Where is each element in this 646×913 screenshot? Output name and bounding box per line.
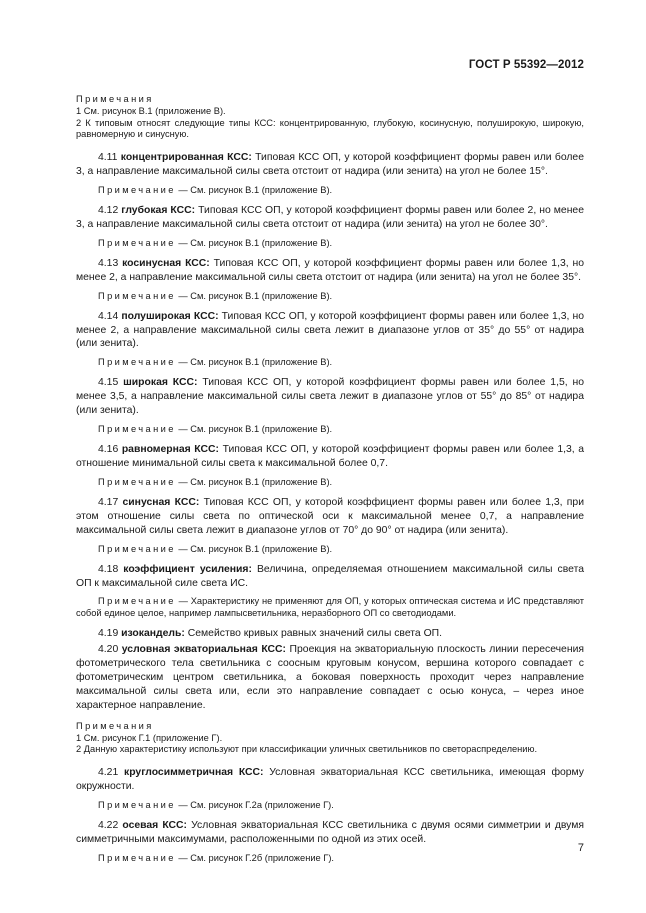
term-name: полуширокая КСС: bbox=[121, 310, 219, 322]
term-number: 4.18 bbox=[98, 563, 119, 575]
term-definition: Типовая КСС ОП, у которой коэффициент формы равен или более 3, а направление максимальной силы света отстоит от надира (или зенита) на угол не более 15°. bbox=[76, 152, 584, 178]
note-text: — См. рисунок В.1 (приложение В). bbox=[175, 424, 333, 435]
term-name: косинусная КСС: bbox=[122, 257, 210, 269]
term-number: 4.20 bbox=[98, 644, 119, 656]
note-label: Примечание bbox=[98, 237, 176, 248]
term-entry bbox=[76, 766, 584, 811]
term-entry bbox=[76, 151, 584, 196]
term-number: 4.11 bbox=[98, 152, 118, 164]
term-number: 4.22 bbox=[98, 820, 119, 832]
term-definition: Типовая КСС ОП, у которой коэффициент формы равен или более 1,3, а отношение минимальной силы света к максимальной более 0,7. bbox=[76, 444, 585, 469]
intro-notes bbox=[76, 94, 584, 141]
note-label: Примечание bbox=[98, 357, 176, 368]
term-definition: Типовая КСС ОП, у которой коэффициент формы равен или более 1,5, но менее 3,5, а направление максимальной силы света лежит в диапазоне углов от 55° до 85° от надира (или зенита). bbox=[76, 377, 585, 417]
term-name: синусная КСС: bbox=[122, 496, 200, 508]
term-number: 4.13 bbox=[98, 257, 119, 269]
note-text: — См. рисунок В.1 (приложение В). bbox=[175, 185, 333, 195]
term-name: круглосимметричная КСС: bbox=[124, 767, 264, 779]
term-entry bbox=[76, 496, 584, 555]
term-name: осевая КСС: bbox=[122, 820, 188, 832]
intro-note-2: 2 К типовым относят следующие типы КСС: концентрированную, глубокую, косинусную, полуширокую, широкую, равномерную и синусную. bbox=[76, 117, 584, 140]
term-entry bbox=[76, 310, 584, 369]
note-label: Примечание bbox=[98, 596, 176, 607]
term-entry bbox=[76, 257, 584, 302]
note-text: — См. рисунок В.1 (приложение В). bbox=[175, 476, 333, 487]
term-number: 4.15 bbox=[98, 377, 119, 389]
term-definition: Условная экваториальная КСС светильника с двумя осями симметрии и двумя симметричными максимумами, расположенными по одной из этих осей. bbox=[76, 820, 585, 845]
note-label: Примечание bbox=[98, 476, 176, 487]
term-number: 4.17 bbox=[98, 496, 119, 508]
term-definition: Типовая КСС ОП, у которой коэффициент формы равен или более 1,3, при этом отношение силы света по оптической оси к максимальной менее 0,7, а направление максимальной силы света лежит в диапазоне углов от 70° до 90° от надира (или зенита). bbox=[76, 496, 585, 536]
term-entry bbox=[76, 819, 584, 864]
term-entry bbox=[76, 563, 584, 620]
note-label: Примечание bbox=[98, 800, 176, 811]
note-label: Примечание bbox=[98, 424, 176, 435]
term-definition: Величина, определяемая отношением максимальной силы света ОП к максимальной силе света ИС. bbox=[76, 563, 584, 589]
term-definition: Проекция на экваториальную плоскость линии пересечения фотометрического тела светильника с соосным круговым конусом, вершина которого совпадает с фотометрическим центром светильника, а боковая поверхность проходит через направление максимальной силы света или, если это направление совпадает с осью конуса, – через иное характерное направление. bbox=[76, 644, 584, 711]
note-text: — См. рисунок Г.2а (приложение Г). bbox=[175, 800, 334, 811]
intro-note-1: 1 См. рисунок В.1 (приложение В). bbox=[76, 105, 226, 116]
note-text: — См. рисунок В.1 (приложение В). bbox=[175, 290, 333, 301]
term-name: равномерная КСС: bbox=[121, 444, 219, 456]
term-number: 4.19 bbox=[98, 628, 119, 640]
term-entry bbox=[76, 643, 584, 756]
note-text: — См. рисунок В.1 (приложение В). bbox=[175, 357, 333, 368]
term-note-2: 2 Данную характеристику используют при классификации уличных светильников по светораспределению. bbox=[76, 744, 538, 755]
term-name: широкая КСС: bbox=[123, 377, 198, 389]
term-number: 4.14 bbox=[98, 310, 119, 322]
term-number: 4.16 bbox=[98, 444, 119, 456]
standard-designation: ГОСТ Р 55392—2012 bbox=[468, 59, 584, 71]
term-entry bbox=[76, 204, 584, 249]
term-entry bbox=[76, 627, 584, 641]
page-number: 7 bbox=[577, 842, 584, 854]
term-definition: Типовая КСС ОП, у которой коэффициент формы равен или более 1,3, но менее 2, а направление максимальной силы света отстоит от надира (или зенита) на угол не более 35°. bbox=[76, 257, 585, 283]
term-number: 4.21 bbox=[98, 767, 119, 779]
term-definition: Условная экваториальная КСС светильника, имеющая форму окружности. bbox=[76, 767, 585, 793]
term-name: глубокая КСС: bbox=[121, 205, 196, 216]
document-body bbox=[76, 94, 584, 864]
term-name: изокандель: bbox=[121, 628, 185, 640]
note-text: — См. рисунок Г.2б (приложение Г). bbox=[175, 852, 334, 863]
note-label: Примечание bbox=[98, 290, 176, 301]
term-name: коэффициент усиления: bbox=[123, 563, 252, 575]
note-text: — См. рисунок В.1 (приложение В). bbox=[175, 237, 333, 248]
notes-heading: Примечания bbox=[76, 720, 154, 731]
term-name: условная экваториальная КСС: bbox=[121, 644, 287, 656]
note-label: Примечание bbox=[98, 185, 176, 195]
note-text: — См. рисунок В.1 (приложение В). bbox=[175, 543, 333, 554]
term-definition: Типовая КСС ОП, у которой коэффициент формы равен или более 1,3, но менее 2, а направление максимальной силы света лежит в диапазоне углов от 35° до 55° от надира (или зенита). bbox=[76, 310, 584, 350]
term-definition: Семейство кривых равных значений силы света ОП. bbox=[187, 628, 443, 640]
term-number: 4.12 bbox=[98, 205, 119, 216]
notes-heading: Примечания bbox=[76, 94, 154, 104]
note-text: — Характеристику не применяют для ОП, у которых оптическая система и ИС представляют собой единое целое, например лампысветильника, неразборного ОП со светодиодами. bbox=[76, 596, 584, 619]
term-entry bbox=[76, 443, 584, 488]
term-definition: Типовая КСС ОП, у которой коэффициент формы равен или более 2, но менее 3, а направление максимальной силы света отстоит от надира (или зенита) на угол не более 30°. bbox=[76, 205, 584, 230]
note-label: Примечание bbox=[98, 852, 176, 863]
note-label: Примечание bbox=[98, 543, 176, 554]
term-name: концентрированная КСС: bbox=[120, 152, 252, 164]
term-entry bbox=[76, 376, 584, 435]
term-note-1: 1 См. рисунок Г.1 (приложение Г). bbox=[76, 732, 223, 743]
